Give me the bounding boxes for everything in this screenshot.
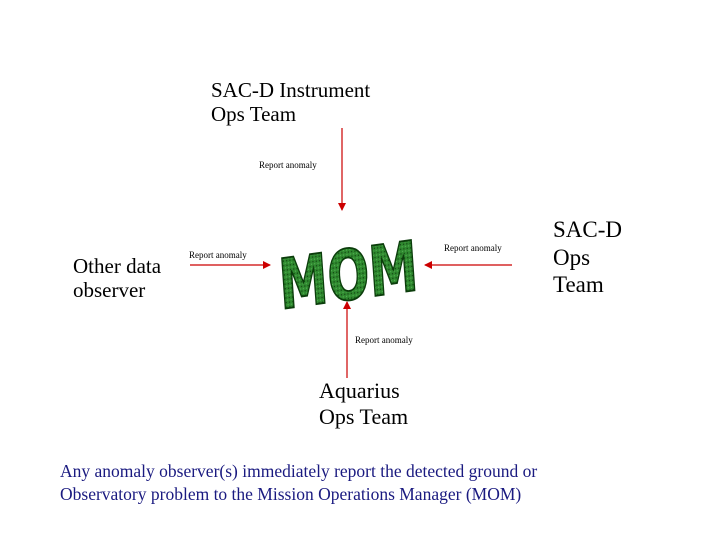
node-sacd-ops-line1: SAC-D (553, 217, 623, 242)
node-sacd-ops (553, 216, 622, 299)
edge-label-observer: Report anomaly (189, 250, 247, 260)
caption (60, 460, 700, 506)
edge-label-sacd: Report anomaly (444, 243, 502, 253)
mom-logo-text: MOM (276, 226, 421, 327)
node-sacd-instrument-line1: SAC-D Instrument (211, 78, 371, 102)
caption-line1: Any anomaly observer(s) immediately report the detected ground or (60, 461, 538, 481)
node-sacd-ops-line3: Team (553, 272, 604, 298)
node-aquarius-line1: Aquarius (319, 378, 400, 403)
node-sacd-instrument (211, 78, 370, 126)
edge-label-aquarius: Report anomaly (355, 335, 413, 345)
node-aquarius (319, 378, 408, 431)
edge-label-instrument: Report anomaly (259, 160, 317, 170)
node-other-observer (73, 254, 161, 302)
node-other-observer-line2: observer (73, 278, 146, 303)
node-other-observer-line1: Other data (73, 254, 162, 278)
node-sacd-ops-line2: Ops (553, 244, 591, 270)
mom-logo (276, 226, 421, 327)
caption-line2: Observatory problem to the Mission Operations Manager (MOM) (60, 483, 522, 504)
node-sacd-instrument-line2: Ops Team (211, 102, 297, 127)
node-aquarius-line2: Ops Team (319, 404, 409, 430)
